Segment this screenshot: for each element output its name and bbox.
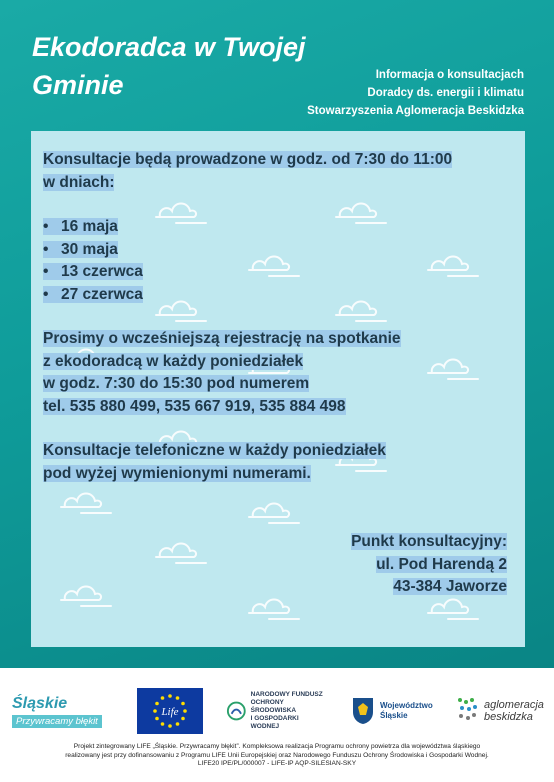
page-title: Ekodoradca w Twojej Gminie <box>32 32 306 100</box>
cloud-icon <box>61 494 111 514</box>
footer <box>0 668 554 782</box>
intro-paragraph <box>43 149 513 194</box>
slaskie-tagline: Przywracamy błękit <box>12 715 102 728</box>
wojewodztwo-logo <box>352 688 452 734</box>
eu-stars-icon <box>137 688 203 734</box>
cloud-icon <box>428 600 478 620</box>
list-item <box>43 261 513 284</box>
footnote-line: realizowany jest przy dofinansowaniu z Programu LIFE Unii Europejskiej oraz Narodowego Funduszu Ochrony Środowiska i Gospodarki Wodnej. <box>65 751 489 759</box>
intro-line: Konsultacje będą prowadzone w godz. od 7:30 do 11:00 <box>43 151 453 168</box>
footnote-line: LIFE20 IPE/PL/000007 - LIFE-IP AQP-SILESIAN-SKY <box>197 760 357 767</box>
list-item <box>43 284 513 307</box>
aglomeracja-text: aglomeracja beskidzka <box>484 699 544 723</box>
subtitle-line: Informacja o konsultacjach <box>375 69 524 81</box>
date-text: 13 czerwca <box>61 263 143 280</box>
subtitle-line: Doradcy ds. energii i klimatu <box>367 87 524 99</box>
aglomeracja-logo <box>456 688 552 734</box>
registration-line: tel. 535 880 499, 535 667 919, 535 884 498 <box>43 397 346 415</box>
phone-paragraph <box>43 440 513 485</box>
cloud-icon <box>61 587 111 607</box>
bullet-icon: • <box>43 263 49 280</box>
intro-line: w dniach: <box>43 173 115 191</box>
eu-flag-logo <box>137 688 203 734</box>
cloud-icon <box>249 600 299 620</box>
list-item <box>43 216 513 239</box>
dates-list <box>43 216 513 306</box>
registration-line: z ekodoradcą w każdy poniedziałek <box>43 352 304 370</box>
location-line: 43-384 Jaworze <box>393 578 507 595</box>
bullet-icon: • <box>43 285 49 303</box>
coat-of-arms-icon <box>352 697 374 725</box>
bullet-icon: • <box>43 218 49 235</box>
nfos-text: NARODOWY FUNDUSZ OCHRONY ŚRODOWISKA I GOSPODARKI WODNEJ <box>250 691 323 730</box>
footnote-line: Projekt zintegrowany LIFE „Śląskie. Przywracamy błękit”. Kompleksowa realizacja Programu ochrony powietrza dla województwa śląskiego <box>73 743 481 750</box>
cloud-icon <box>249 504 299 524</box>
slaskie-logo <box>12 688 116 734</box>
life-text: Life <box>161 706 179 718</box>
date-text: 30 maja <box>61 240 118 258</box>
info-panel <box>31 131 525 647</box>
cloud-icon <box>156 544 206 564</box>
location-line: Punkt konsultacyjny: <box>351 533 507 550</box>
location-block <box>351 531 507 599</box>
phone-line: Konsultacje telefoniczne w każdy poniedziałek <box>43 442 386 459</box>
date-text: 16 maja <box>61 218 118 235</box>
registration-line: w godz. 7:30 do 15:30 pod numerem <box>43 375 310 392</box>
registration-paragraph <box>43 328 513 418</box>
subtitle-line: Stowarzyszenia Aglomeracja Beskidzka <box>307 105 524 117</box>
funding-footnote <box>10 743 544 769</box>
location-line: ul. Pod Harendą 2 <box>376 555 507 573</box>
panel-content <box>43 149 513 485</box>
list-item <box>43 239 513 262</box>
subtitle <box>204 66 524 120</box>
phone-line: pod wyżej wymienionymi numerami. <box>43 464 311 482</box>
slaskie-name: Śląskie <box>12 694 68 712</box>
aglomeracja-icon <box>456 696 480 726</box>
date-text: 27 czerwca <box>61 285 143 303</box>
logo-bar <box>0 688 554 738</box>
wojewodztwo-text: Województwo Śląskie <box>380 701 433 720</box>
nfos-logo <box>226 688 326 734</box>
bullet-icon: • <box>43 240 49 258</box>
nfos-icon <box>226 700 247 722</box>
registration-line: Prosimy o wcześniejszą rejestrację na spotkanie <box>43 330 401 347</box>
